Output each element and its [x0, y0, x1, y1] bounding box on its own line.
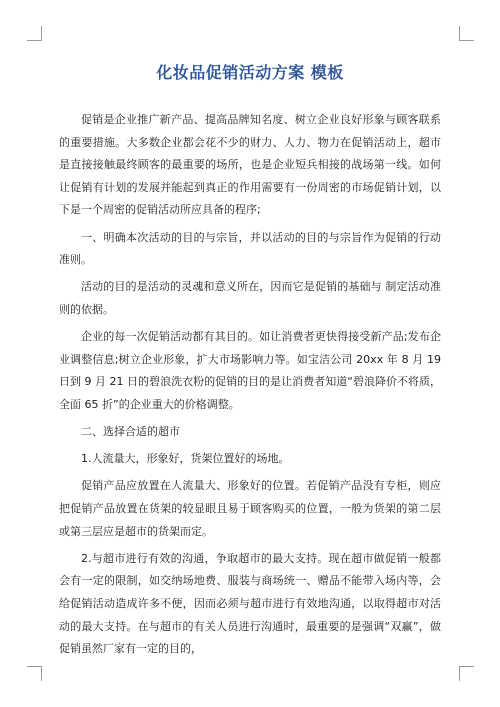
- crop-mark-bottom-right: [459, 666, 474, 681]
- paragraph-section-one-heading: 一、明确本次活动的目的与宗旨，并以活动的目的与宗旨作为促销的行动准则。: [59, 230, 441, 267]
- paragraph-placement: 促销产品应放置在人流量大、形象好的位置。若促销产品没有专柜，则应把促销产品放置在货架的较显眼且易于顾客购买的位置，一般为货架的第二层或第三层应是超市的货架而定。: [59, 479, 441, 538]
- paragraph-example: 企业的每一次促销活动都有其目的。如让消费者更快得接受新产品;发布企业调整信息;树立企业形象，扩大市场影响力等。如宝洁公司 20xx 年 8 月 19 日到 9 月 21 日的碧浪洗衣粉的促销的目的是让消费者知道“碧浪降价不将质，全面 65 折”的企业重大的价格调整。: [59, 330, 441, 411]
- paragraph-purpose: 活动的目的是活动的灵魂和意义所在，因而它是促销的基础与 制定活动准则的依据。: [59, 280, 441, 316]
- document-title: 化妆品促销活动方案 模板: [156, 63, 344, 82]
- paragraph-intro: 促销是企业推广新产品、提高品牌知名度、树立企业良好形象与顾客联系的重要措施。大多数企业都会花不少的财力、人力、物力在促销活动上，超市是直接接触最终顾客的最重要的场所，也是企业短兵相接的战场第一线。如何让促销有计划的发展并能起到真正的作用需要有一份周密的市场促销计划，以下是一个周密的促销活动所应具备的程序;: [59, 113, 441, 217]
- paragraph-point-one: 1.人流量大，形象好，货架位置好的场地。: [81, 452, 290, 466]
- document-body: [59, 109, 441, 665]
- crop-mark-top-left: [27, 26, 42, 41]
- crop-mark-bottom-left: [27, 666, 42, 681]
- crop-mark-top-right: [459, 26, 474, 41]
- paragraph-section-two-heading: 二、选择合适的超市: [81, 425, 180, 439]
- paragraph-point-two: 2.与超市进行有效的沟通，争取超市的最大支持。现在超市做促销一般都会有一定的限制，如交纳场地费、服装与商场统一、赠品不能带入场内等，会给促销活动造成许多不便，因而必须与超市进行有效地沟通，以取得超市对活动的最大支持。在与超市的有关人员进行沟通时，最重要的是强调“双赢”，做促销虽然厂家有一定的目的，: [59, 551, 441, 656]
